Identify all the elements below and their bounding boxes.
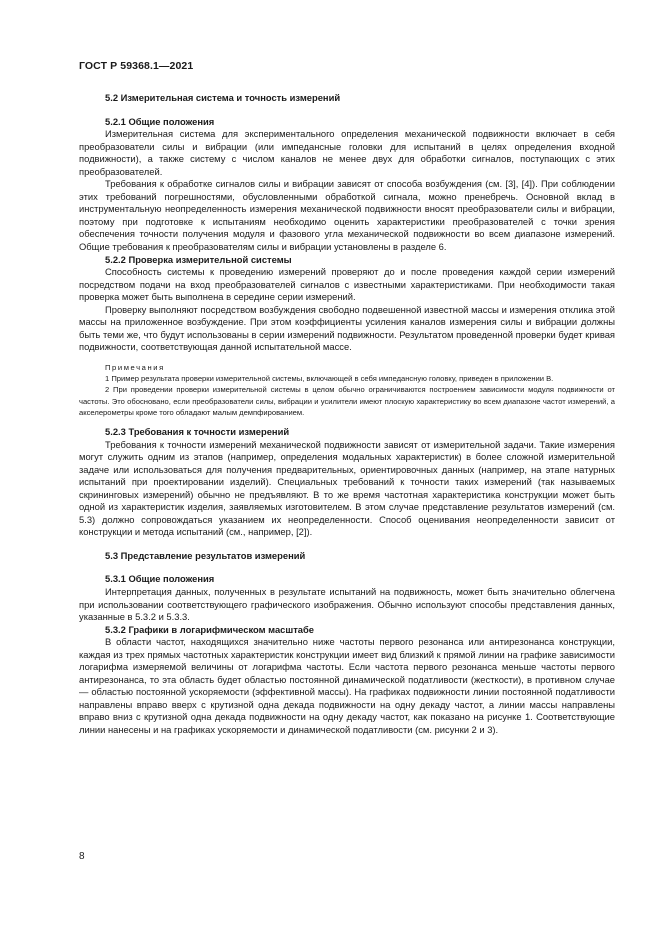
notes-block (79, 362, 615, 418)
subsection-5-2-1-heading: 5.2.1 Общие положения (105, 115, 215, 127)
paragraph: Интерпретация данных, полученных в результате испытаний на подвижность, может быть значительно облегчена при использовании соответствующего графического изображения. Обычно используют способы представления данных, указанные в 5.3.2 и 5.3.3. (79, 585, 615, 623)
section-5-3-heading: 5.3 Представление результатов измерений (105, 549, 306, 561)
paragraph: Проверку выполняют посредством возбуждения свободно подвешенной известной массы и измерения отклика этой массы на приложенное возбуждение. При этом коэффициенты усиления каналов измерения силы и вибрации должны быть теми же, что будут использованы в серии измерений подвижности. Результатом проведенной проверки будет кривая подвижности, соответствующая данной испытательной массе. (79, 303, 615, 353)
paragraph: В области частот, находящихся значительно ниже частоты первого резонанса или антирезонанса конструкции, каждая из трех прямых частотных характеристик конструкции имеет вид близкий к прямой линии на графике зависимости логарифма измеряемой величины от логарифма частоты. Если частота первого резонанса меньше частоты первого антирезонанса, то эта область будет областью постоянной динамической податливости (жесткости), в противном случае — областью постоянной ускоряемости (эффективной массы). На графиках подвижности линии постоянной податливости направлены вправо вверх с крутизной одна декада подвижности на одну декаду частот, а линии массы направлены вправо вниз с крутизной одна декада подвижности на одну декаду частот, как показано на рисунке 1. Соответствующие линии нанесены и на графиках ускоряемости и динамической податливости (см. рисунки 2 и 3). (79, 636, 615, 735)
page-number: 8 (79, 851, 85, 862)
section-5-2-heading: 5.2 Измерительная система и точность измерений (105, 92, 341, 103)
document-body (79, 92, 615, 737)
notes-title: Примечания (105, 362, 165, 372)
subsection-5-2-2-heading: 5.2.2 Проверка измерительной системы (105, 253, 292, 265)
paragraph: Измерительная система для экспериментального определения механической подвижности включает в себя преобразователи силы и вибрации (или импедансные головки для испытаний в целях определения входной подвижности), а также систему с числом каналов не менее двух для обработки сигналов, поступающих с этих преобразователей. (79, 128, 615, 177)
paragraph: Требования к обработке сигналов силы и вибрации зависят от способа возбуждения (см. [3], [4]). При соблюдении этих требований погрешностями, обусловленными обработкой сигнала, можно пренебречь. Основной вклад в инструментальную неопределенность измерения механической подвижности вносят преобразователи силы и вибрации, поэтому при подготовке к испытаниям необходимо оценить характеристики преобразователей с точки зрения обеспечения точности получения модуля и фазового угла механической подвижности во всем диапазоне измерений. Общие требования к преобразователям силы и вибрации установлены в разделе 6. (79, 178, 615, 253)
standard-code-header: ГОСТ Р 59368.1—2021 (79, 60, 194, 72)
note-item: 2 При проведении проверки измерительной системы в целом обычно ограничиваются построением зависимости модуля подвижности от частоты. Это обосновано, если преобразователи силы, вибрации и усилители имеют плоскую характеристику во всем диапазоне частот измерений, а акселерометры кроме того обладают малым демпфированием. (79, 385, 615, 417)
paragraph: Требования к точности измерений механической подвижности зависят от измерительной задачи. Такие измерения могут служить одним из этапов (например, определения модальных характеристик) в более сложной измерительной задаче или использоваться для получения предварительных, ориентировочных данных (например, на этапе натурных испытаний при проектировании изделий). Специальных требований к точности таких измерений (так называемых скрининговых измерений) обычно не предъявляют. В то же время частотная характеристика конструкции может быть одной из характеристик изделия, заявляемых изготовителем. В этом случае представление результатов измерений (см. 5.3) должно сопровождаться указанием их неопределенности. Способ оценивания неопределенности зависит от конструкции и метода испытаний (см., например, [2]). (79, 438, 615, 538)
paragraph: Способность системы к проведению измерений проверяют до и после проведения каждой серии измерений посредством подачи на вход преобразователей сигналов с известными характеристиками. При необходимости такая проверка может быть выполнена в середине серии измерений. (79, 266, 615, 303)
subsection-5-3-2-heading: 5.3.2 Графики в логарифмическом масштабе (105, 623, 315, 635)
subsection-5-3-1-heading: 5.3.1 Общие положения (105, 573, 215, 585)
note-item: 1 Пример результата проверки измерительной системы, включающей в себя импедансную головку, приведен в приложении В. (105, 374, 554, 384)
subsection-5-2-3-heading: 5.2.3 Требования к точности измерений (105, 425, 290, 437)
